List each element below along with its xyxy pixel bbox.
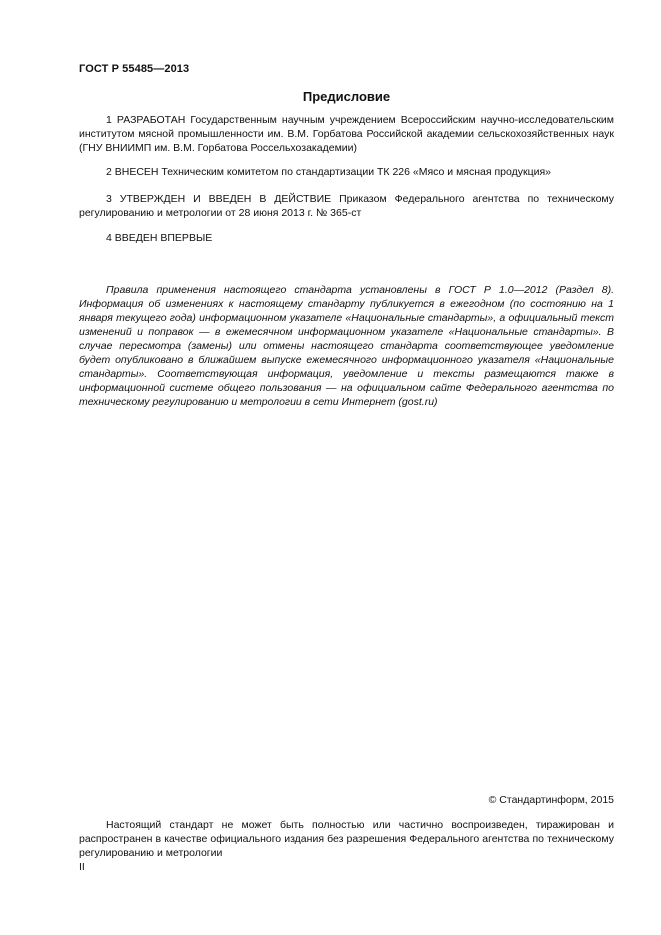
paragraph-first-introduced: 4 ВВЕДЕН ВПЕРВЫЕ — [106, 232, 213, 244]
document-code: ГОСТ Р 55485—2013 — [79, 63, 190, 75]
paragraph-introduced: 2 ВНЕСЕН Техническим комитетом по стандартизации ТК 226 «Мясо и мясная продукция» — [106, 166, 551, 178]
application-rules-notice: Правила применения настоящего стандарта установлены в ГОСТ Р 1.0—2012 (Раздел 8). Информация об изменениях к настоящему стандарту публикуется в ежегодном (по состоянию на 1 января текущего года) информационном указателе «Национальные стандарты», а официальный текст изменений и поправок — в ежемесячном информационном указателе «Национальные стандарты». В случае пересмотра (замены) или отмены настоящего стандарта соответствующее уведомление будет опубликовано в ближайшем выпуске ежемесячного информационного указателя «Национальные стандарты». Соответствующая информация, уведомление и тексты размещаются также в информационной системе общего пользования — на официальном сайте Федерального агентства по техническому регулированию и метрологии в сети Интернет (gost.ru) — [79, 284, 614, 408]
copyright-line: © Стандартинформ, 2015 — [488, 794, 614, 806]
page-number: II — [79, 861, 85, 873]
page-title: Предисловие — [302, 89, 391, 104]
paragraph-approved: 3 УТВЕРЖДЕН И ВВЕДЕН В ДЕЙСТВИЕ Приказом Федерального агентства по техническому регулированию и метрологии от 28 июня 2013 г. № 365-ст — [79, 193, 614, 219]
paragraph-developed: 1 РАЗРАБОТАН Государственным научным учреждением Всероссийским научно-исследовательским институтом мясной промышленности им. В.М. Горбатова Российской академии сельскохозяйственных наук (ГНУ ВНИИМП им. В.М. Горбатова Россельхозакадемии) — [79, 114, 614, 154]
reproduction-notice: Настоящий стандарт не может быть полностью или частично воспроизведен, тиражирован и распространен в качестве официального издания без разрешения Федерального агентства по техническому регулированию и метрологии — [79, 819, 614, 859]
